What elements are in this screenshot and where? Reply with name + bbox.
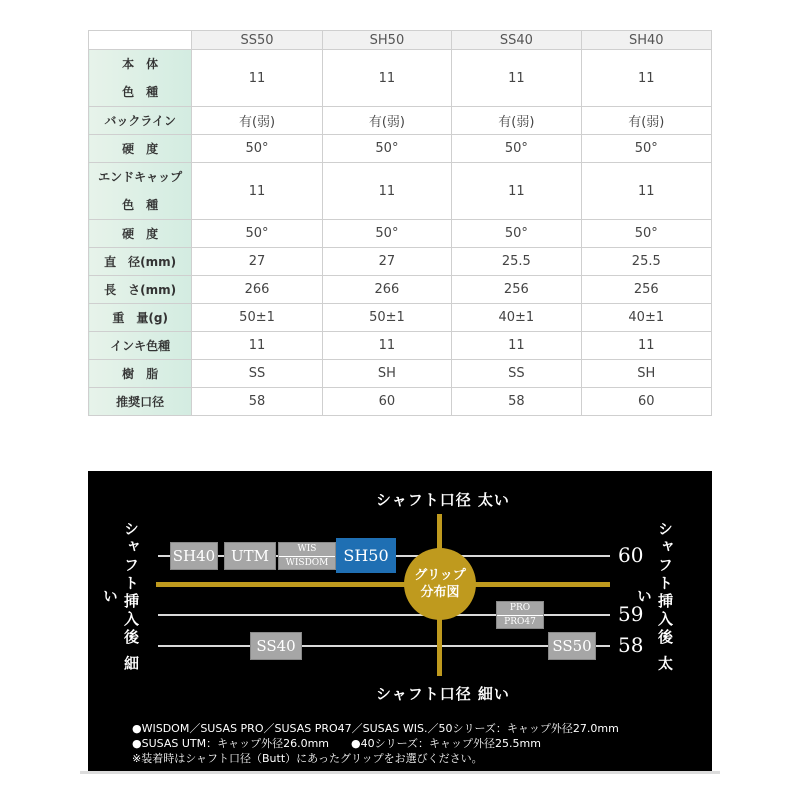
level-58: 58 (618, 633, 644, 657)
row-label: バックライン (89, 107, 192, 135)
table-cell: SH (322, 360, 451, 388)
table-cell: 11 (192, 50, 322, 107)
table-cell: 11 (192, 163, 322, 220)
row-label: 本 体 色 種 (89, 50, 192, 107)
table-cell: 266 (192, 276, 322, 304)
table-cell: 有(弱) (322, 107, 451, 135)
table-cell: 50±1 (322, 304, 451, 332)
spec-table (88, 30, 712, 416)
table-cell: 50° (452, 220, 581, 248)
table-row (89, 360, 712, 388)
table-cell: 40±1 (452, 304, 581, 332)
table-cell: 50° (452, 135, 581, 163)
note-line-1: ●WISDOM／SUSAS PRO／SUSAS PRO47／SUSAS WIS.／50シリーズ：キャップ外径27.0mm (132, 722, 619, 735)
table-row (89, 50, 712, 107)
row-label: 長 さ(mm) (89, 276, 192, 304)
table-cell: SS (452, 360, 581, 388)
row-label: 硬 度 (89, 220, 192, 248)
row-label: 推奨口径 (89, 388, 192, 416)
table-cell: 60 (322, 388, 451, 416)
table-row (89, 135, 712, 163)
left-label: シャフト挿入後 細い (101, 520, 140, 674)
table-cell: 11 (452, 332, 581, 360)
column-header: SS40 (452, 31, 581, 50)
table-row (89, 304, 712, 332)
table-row (89, 220, 712, 248)
table-cell: 58 (192, 388, 322, 416)
box-wis: WIS WISDOM (278, 542, 336, 570)
box-sh40: SH40 (170, 542, 218, 570)
table-cell: 有(弱) (581, 107, 711, 135)
table-row (89, 276, 712, 304)
table-cell: 11 (322, 163, 451, 220)
row-label: 直 径(mm) (89, 248, 192, 276)
table-cell: 11 (452, 50, 581, 107)
box-ss50: SS50 (548, 632, 596, 660)
level-59: 59 (618, 602, 644, 626)
table-cell: 256 (581, 276, 711, 304)
table-cell: 266 (322, 276, 451, 304)
table-cell: 50° (581, 220, 711, 248)
grip-distribution-diagram (88, 471, 712, 771)
table-row (89, 388, 712, 416)
table-cell: 50±1 (192, 304, 322, 332)
table-cell: 11 (581, 332, 711, 360)
column-header: SH40 (581, 31, 711, 50)
center-badge: グリップ 分布図 (404, 548, 476, 620)
table-cell: 58 (452, 388, 581, 416)
top-label: シャフト口径 太い (376, 491, 510, 509)
corner-cell (89, 31, 192, 50)
table-cell: 有(弱) (452, 107, 581, 135)
table-cell: 50° (581, 135, 711, 163)
right-label: シャフト挿入後 太い (635, 520, 674, 674)
table-cell: 50° (192, 135, 322, 163)
table-cell: 11 (581, 50, 711, 107)
horizontal-axis (156, 582, 610, 587)
column-header: SH50 (322, 31, 451, 50)
table-cell: 50° (322, 220, 451, 248)
table-cell: 有(弱) (192, 107, 322, 135)
bottom-label: シャフト口径 細い (376, 685, 510, 703)
level-60: 60 (618, 543, 644, 567)
box-sh50: SH50 (336, 538, 396, 573)
box-utm: UTM (224, 542, 276, 570)
table-cell: 27 (192, 248, 322, 276)
table-cell: 11 (581, 163, 711, 220)
row-label: 重 量(g) (89, 304, 192, 332)
header-row (89, 31, 712, 50)
box-pro: PRO PRO47 (496, 601, 544, 629)
table-cell: 50° (322, 135, 451, 163)
column-header: SS50 (192, 31, 322, 50)
table-row (89, 248, 712, 276)
row-label: エンドキャップ 色 種 (89, 163, 192, 220)
table-cell: 60 (581, 388, 711, 416)
table-cell: 50° (192, 220, 322, 248)
table-cell: SS (192, 360, 322, 388)
box-ss40: SS40 (250, 632, 302, 660)
table-cell: 25.5 (581, 248, 711, 276)
table-row (89, 332, 712, 360)
note-line-2: ●SUSAS UTM：キャップ外径26.0mm ●40シリーズ：キャップ外径25.5mm (132, 737, 541, 750)
level-line-58 (158, 645, 610, 647)
row-label: 樹 脂 (89, 360, 192, 388)
table-cell: SH (581, 360, 711, 388)
row-label: 硬 度 (89, 135, 192, 163)
table-row (89, 107, 712, 135)
table-cell: 11 (452, 163, 581, 220)
diagram-shadow (80, 771, 720, 774)
note-line-3: ※装着時はシャフト口径（Butt）にあったグリップをお選びください。 (132, 752, 483, 765)
table-cell: 11 (192, 332, 322, 360)
table-row (89, 163, 712, 220)
table-cell: 27 (322, 248, 451, 276)
table-cell: 40±1 (581, 304, 711, 332)
table-cell: 11 (322, 332, 451, 360)
table-cell: 11 (322, 50, 451, 107)
row-label: インキ色種 (89, 332, 192, 360)
table-cell: 25.5 (452, 248, 581, 276)
table-cell: 256 (452, 276, 581, 304)
